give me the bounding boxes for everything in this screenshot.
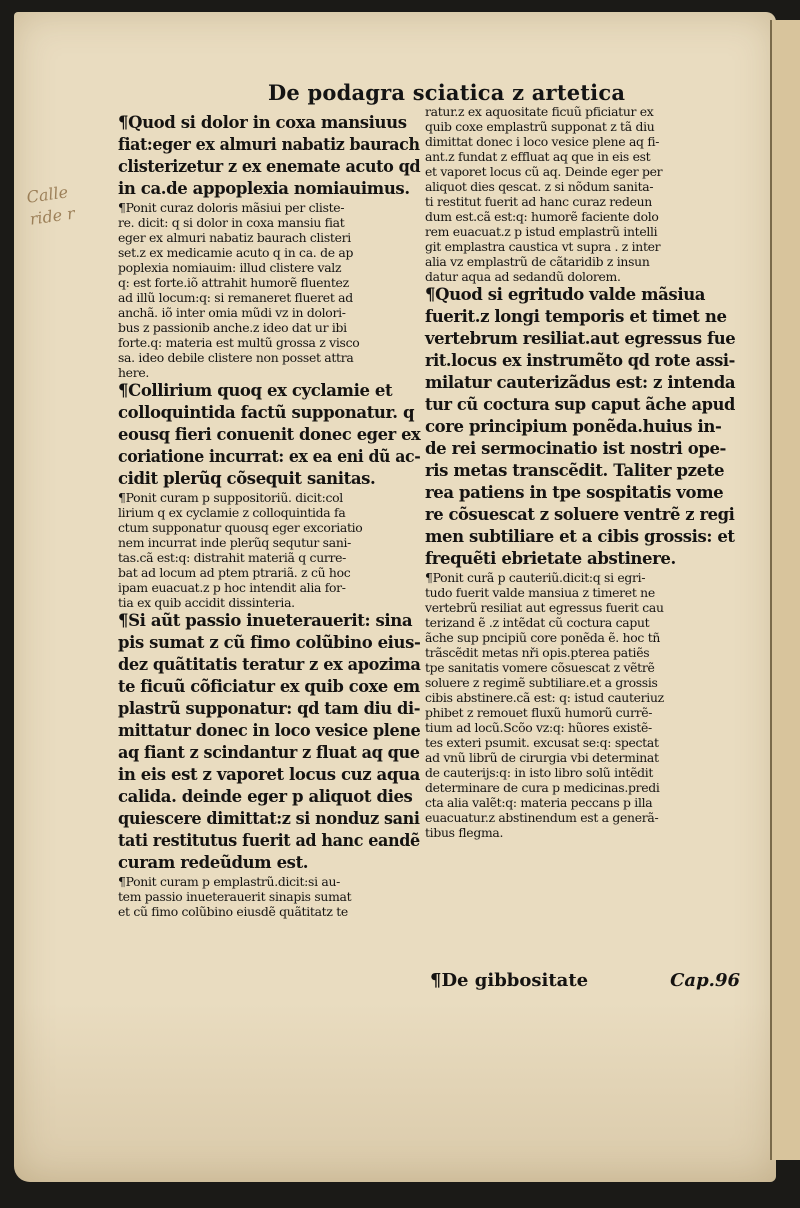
text-line: ¶Ponit curã p cauteriũ.dicit:q si egri-	[425, 570, 646, 585]
text-line: ¶Ponit curaz doloris mãsiui per cliste-	[118, 200, 345, 215]
text-line: de cauterijs:q: in isto libro solũ intẽdit	[425, 765, 654, 780]
text-line: curam redeũdum est.	[118, 853, 309, 872]
text-line: here.	[118, 365, 150, 380]
text-line: rem euacuat.z p istud emplastrũ intelli	[425, 224, 658, 239]
text-line: tati restitutus fuerit ad hanc eandẽ	[118, 831, 420, 850]
text-line: terizand ẽ .z intẽdat cũ coctura caput	[425, 615, 650, 630]
text-line: bat ad locum ad ptem ptrariã. z cũ hoc	[118, 565, 351, 580]
text-line: soluere z regimẽ subtiliare.et a grossis	[425, 675, 658, 690]
text-line: rit.locus ex instrumẽto qd rote assi-	[425, 351, 735, 370]
text-line: trãscẽdit metas nři opis.pterea patiẽs	[425, 645, 650, 660]
text-line: datur aqua ad sedandũ dolorem.	[425, 269, 621, 284]
text-line: cidit plerũq cõsequit sanitas.	[118, 469, 376, 488]
text-paragraph	[425, 284, 735, 570]
text-paragraph	[118, 610, 420, 874]
text-line: in ca.de appoplexia nomiauimus.	[118, 179, 410, 198]
text-line: ¶Ponit curam p suppositoriũ. dicit:col	[118, 490, 343, 505]
text-line: bus z passionib anche.z ideo dat ur ibi	[118, 320, 347, 335]
text-line: cta alia valẽt:q: materia peccans p illa	[425, 795, 653, 810]
handwritten-margin-note: Calle ride r	[25, 182, 76, 229]
text-line: ¶Quod si dolor in coxa mansiuus	[118, 113, 407, 132]
text-line: ipam euacuat.z p hoc intendit alia for-	[118, 580, 346, 595]
text-line: fiat:eger ex almuri nabatiz baurach	[118, 135, 420, 154]
text-line: mittatur donec in loco vesice plene	[118, 721, 421, 740]
running-head: De podagra sciatica z artetica	[268, 80, 626, 105]
text-line: dum est.cã est:q: humorẽ faciente dolo	[425, 209, 659, 224]
text-paragraph	[118, 380, 420, 490]
text-line: clisterizetur z ex enemate acuto qd	[118, 157, 421, 176]
text-line: pis sumat z cũ fimo colũbino eius-	[118, 633, 421, 652]
chapter-title: ¶De gibbositate	[430, 970, 589, 991]
text-line: euacuatur.z abstinendum est a generã-	[425, 810, 659, 825]
text-line: et cũ fimo colũbino eiusdẽ quãtitatz te	[118, 904, 348, 919]
text-line: ¶Collirium quoq ex cyclamie et	[118, 381, 393, 400]
text-line: aliquot dies qescat. z si nõdum sanita-	[425, 179, 654, 194]
text-line: core principium ponẽda.huius in-	[425, 417, 722, 436]
text-line: set.z ex medicamie acuto q in ca. de ap	[118, 245, 354, 260]
adjacent-page-edge	[770, 20, 800, 1160]
text-line: de rei sermocinatio ist nostri ope-	[425, 439, 726, 458]
text-line: frequẽti ebrietate abstinere.	[425, 549, 676, 568]
text-line: colloquintida factũ supponatur. q	[118, 403, 415, 422]
text-line: ad illũ locum:q: si remaneret flueret ad	[118, 290, 353, 305]
text-line: tes exteri psumit. excusat se:q: spectat	[425, 735, 659, 750]
text-line: dez quãtitatis teratur z ex apozima	[118, 655, 421, 674]
text-line: rea patiens in tpe sospitatis vome	[425, 483, 724, 502]
text-line: alia vz emplastrũ de cãtaridib z insun	[425, 254, 650, 269]
text-line: tas.cã est:q: distrahit materiã q curre-	[118, 550, 347, 565]
text-line: ¶Si aũt passio inueterauerit: sina	[118, 611, 413, 630]
text-line: forte.q: materia est multũ grossa z visco	[118, 335, 360, 350]
left-text-column	[118, 112, 420, 919]
text-line: cibis abstinere.cã est: q: istud cauteriuz	[425, 690, 664, 705]
text-line: vertebrũ resiliat aut egressus fuerit cau	[425, 600, 664, 615]
text-line: eousq fieri conuenit donec eger ex	[118, 425, 421, 444]
text-line: ti restitut fuerit ad hanc curaz redeun	[425, 194, 652, 209]
text-line: q: est forte.iõ attrahit humorẽ fluentez	[118, 275, 349, 290]
text-line: tur cũ coctura sup caput ãche apud	[425, 395, 735, 414]
text-line: tia ex quib accidit dissinteria.	[118, 595, 295, 610]
text-line: tpe sanitatis vomere cõsuescat z vẽtrẽ	[425, 660, 655, 675]
text-line: tibus flegma.	[425, 825, 504, 840]
text-line: plastrũ supponatur: qd tam diu di-	[118, 699, 421, 718]
text-line: in eis est z vaporet locus cuz aqua	[118, 765, 420, 784]
text-line: poplexia nomiauim: illud clistere valz	[118, 260, 342, 275]
text-line: determinare de cura p medicinas.predi	[425, 780, 660, 795]
right-text-column	[425, 104, 735, 840]
text-line: ctum supponatur quousq eger excoriatio	[118, 520, 363, 535]
commentary-paragraph	[118, 490, 420, 610]
text-line: ant.z fundat z effluat aq que in eis est	[425, 149, 651, 164]
text-line: tium ad locũ.Scõo vz:q: hũores existẽ-	[425, 720, 652, 735]
text-paragraph	[118, 112, 420, 200]
text-line: re cõsuescat z soluere ventrẽ z regi	[425, 505, 735, 524]
text-line: dimittat donec i loco vesice plene aq fi-	[425, 134, 660, 149]
text-line: ¶Ponit curam p emplastrũ.dicit:si au-	[118, 874, 341, 889]
text-line: sa. ideo debile clistere non posset attra	[118, 350, 354, 365]
text-line: tudo fuerit valde mansiua z timeret ne	[425, 585, 655, 600]
text-line: lirium q ex cyclamie z colloquintida fa	[118, 505, 346, 520]
commentary-paragraph	[425, 570, 735, 840]
text-line: ris metas transcẽdit. Taliter pzete	[425, 461, 725, 480]
text-line: ratur.z ex aquositate ficuũ pficiatur ex	[425, 104, 654, 119]
text-line: te ficuũ cõficiatur ex quib coxe em	[118, 677, 420, 696]
text-line: phibet z remouet fluxũ humorũ currẽ-	[425, 705, 653, 720]
text-line: fuerit.z longi temporis et timet ne	[425, 307, 727, 326]
text-line: milatur cauterizãdus est: z intenda	[425, 373, 736, 392]
text-line: calida. deinde eger p aliquot dies	[118, 787, 413, 806]
text-line: et vaporet locus cũ aq. Deinde eger per	[425, 164, 663, 179]
text-line: git emplastra caustica vt supra . z inter	[425, 239, 661, 254]
text-line: vertebrum resiliat.aut egressus fue	[425, 329, 736, 348]
text-line: ad vnũ librũ de cirurgia vbi determinat	[425, 750, 659, 765]
text-line: ¶Quod si egritudo valde mãsiua	[425, 285, 706, 304]
text-line: quiescere dimittat:z si nonduz sani	[118, 809, 420, 828]
text-line: anchã. iõ inter omia mũdi vz in dolori-	[118, 305, 346, 320]
text-line: ãche sup pncipiũ core ponẽda ẽ. hoc tñ	[425, 630, 661, 645]
commentary-paragraph	[425, 104, 735, 284]
text-line: aq fiant z scindantur z fluat aq que	[118, 743, 420, 762]
commentary-paragraph	[118, 874, 420, 919]
chapter-heading	[430, 970, 740, 991]
chapter-number: Cap.96	[670, 970, 740, 991]
text-line: quib coxe emplastrũ supponat z tã diu	[425, 119, 655, 134]
text-line: nem incurrat inde plerũq sequtur sani-	[118, 535, 352, 550]
text-line: tem passio inueterauerit sinapis sumat	[118, 889, 352, 904]
text-line: eger ex almuri nabatiz baurach clisteri	[118, 230, 351, 245]
commentary-paragraph	[118, 200, 420, 380]
text-line: re. dicit: q si dolor in coxa mansiu fiat	[118, 215, 345, 230]
text-line: coriatione incurrat: ex ea eni dũ ac-	[118, 447, 421, 466]
text-line: men subtiliare et a cibis grossis: et	[425, 527, 735, 546]
